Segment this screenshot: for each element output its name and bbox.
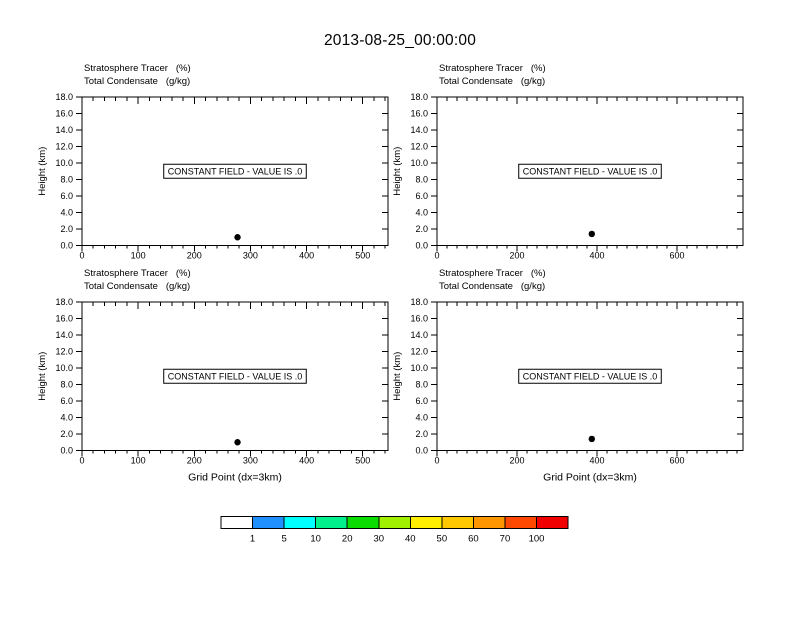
x-tick-label: 0 (434, 455, 440, 466)
y-tick-label: 12.0 (410, 141, 428, 152)
y-tick-label: 14.0 (55, 125, 73, 135)
station-dot (234, 439, 240, 445)
colorbar (221, 517, 568, 545)
y-tick-label: 10.0 (410, 363, 428, 373)
colorbar-cell (221, 517, 253, 529)
y-tick-label: 12.0 (410, 346, 428, 357)
colorbar-cell (442, 517, 474, 529)
y-tick-label: 12.0 (55, 141, 73, 152)
y-tick-label: 14.0 (410, 330, 428, 340)
constant-field-label: CONSTANT FIELD - VALUE IS .0 (167, 371, 303, 382)
panel-header-line2: Total Condensate (g/kg) (84, 281, 191, 292)
y-tick-label: 16.0 (55, 108, 73, 119)
constant-field-label: CONSTANT FIELD - VALUE IS .0 (522, 371, 658, 382)
y-axis-title: Height (km) (37, 146, 48, 196)
y-tick-label: 4.0 (415, 207, 428, 218)
panel-header-line2: Total Condensate (g/kg) (439, 281, 546, 292)
colorbar-cell (316, 517, 348, 529)
y-tick-label: 6.0 (60, 396, 73, 406)
y-tick-label: 14.0 (410, 125, 428, 135)
y-tick-label: 18.0 (55, 297, 73, 307)
y-tick-label: 10.0 (55, 363, 73, 373)
station-dot (234, 234, 240, 240)
station-dot (589, 436, 595, 442)
x-tick-label: 400 (299, 455, 315, 466)
colorbar-cell (347, 517, 379, 529)
y-tick-label: 6.0 (60, 191, 73, 201)
y-tick-label: 4.0 (415, 412, 428, 423)
panel-header-line2: Total Condensate (g/kg) (439, 76, 546, 87)
x-tick-label: 200 (186, 250, 202, 261)
y-tick-label: 18.0 (410, 92, 428, 102)
colorbar-cell (505, 517, 537, 529)
x-tick-label: 0 (79, 455, 85, 466)
x-tick-label: 500 (355, 455, 371, 466)
y-axis-title: Height (km) (37, 351, 48, 401)
colorbar-label: 20 (341, 533, 353, 545)
y-tick-label: 16.0 (410, 313, 428, 324)
y-axis-title: Height (km) (392, 351, 403, 401)
y-tick-label: 18.0 (55, 92, 73, 102)
y-axis-title: Height (km) (392, 146, 403, 196)
x-tick-label: 400 (589, 250, 605, 261)
colorbar-cell (379, 517, 411, 529)
x-tick-label: 0 (434, 250, 440, 261)
panel-header-line1: Stratosphere Tracer (%) (84, 268, 191, 279)
panel-top-left (37, 63, 388, 261)
y-tick-label: 12.0 (55, 346, 73, 357)
y-tick-label: 8.0 (415, 174, 428, 185)
constant-field-label: CONSTANT FIELD - VALUE IS .0 (522, 166, 658, 177)
x-tick-label: 500 (355, 250, 371, 261)
colorbar-cell (284, 517, 316, 529)
colorbar-label: 50 (436, 533, 448, 545)
colorbar-cell (253, 517, 285, 529)
y-tick-label: 18.0 (410, 297, 428, 307)
panel-bottom-right (392, 268, 743, 484)
y-tick-label: 6.0 (415, 191, 428, 201)
colorbar-label: 1 (249, 533, 256, 545)
colorbar-label: 70 (499, 533, 511, 545)
x-tick-label: 300 (242, 250, 258, 261)
station-dot (589, 231, 595, 237)
colorbar-label: 100 (528, 533, 545, 545)
colorbar-label: 10 (310, 533, 321, 545)
y-tick-label: 4.0 (60, 207, 73, 218)
y-tick-label: 8.0 (415, 379, 428, 390)
x-tick-label: 200 (186, 455, 202, 466)
colorbar-label: 40 (405, 533, 416, 545)
constant-field-label: CONSTANT FIELD - VALUE IS .0 (167, 166, 303, 177)
colorbar-label: 60 (468, 533, 479, 545)
y-tick-label: 4.0 (60, 412, 73, 423)
panel-top-right (392, 63, 743, 261)
colorbar-label: 30 (373, 533, 385, 545)
y-tick-label: 2.0 (60, 224, 73, 234)
panel-header-line1: Stratosphere Tracer (%) (84, 63, 191, 74)
panel-header-line2: Total Condensate (g/kg) (84, 76, 191, 87)
y-tick-label: 14.0 (55, 330, 73, 340)
y-tick-label: 16.0 (55, 313, 73, 324)
panel-header-line1: Stratosphere Tracer (%) (439, 268, 546, 279)
y-tick-label: 8.0 (60, 174, 73, 185)
x-axis-title: Grid Point (dx=3km) (543, 471, 637, 484)
colorbar-cell (537, 517, 569, 529)
x-tick-label: 200 (509, 250, 525, 261)
y-tick-label: 0.0 (60, 445, 73, 456)
plot-title: 2013-08-25_00:00:00 (323, 32, 477, 49)
x-tick-label: 300 (242, 455, 258, 466)
y-tick-label: 10.0 (55, 158, 73, 168)
panel-bottom-left (37, 268, 388, 484)
x-tick-label: 100 (130, 455, 146, 466)
x-tick-label: 0 (79, 250, 85, 261)
y-tick-label: 2.0 (60, 429, 73, 439)
x-tick-label: 400 (589, 455, 605, 466)
y-tick-label: 0.0 (60, 240, 73, 251)
panel-header-line1: Stratosphere Tracer (%) (439, 63, 546, 74)
y-tick-label: 0.0 (415, 445, 428, 456)
x-axis-title: Grid Point (dx=3km) (188, 471, 282, 484)
y-tick-label: 0.0 (415, 240, 428, 251)
colorbar-cell (410, 517, 442, 529)
y-tick-label: 8.0 (60, 379, 73, 390)
colorbar-cell (473, 517, 505, 529)
y-tick-label: 16.0 (410, 108, 428, 119)
y-tick-label: 2.0 (415, 224, 428, 234)
y-tick-label: 6.0 (415, 396, 428, 406)
x-tick-label: 100 (130, 250, 146, 261)
y-tick-label: 2.0 (415, 429, 428, 439)
colorbar-label: 5 (281, 533, 287, 545)
x-tick-label: 400 (299, 250, 315, 261)
x-tick-label: 200 (509, 455, 525, 466)
x-tick-label: 600 (669, 250, 685, 261)
y-tick-label: 10.0 (410, 158, 428, 168)
x-tick-label: 600 (669, 455, 685, 466)
